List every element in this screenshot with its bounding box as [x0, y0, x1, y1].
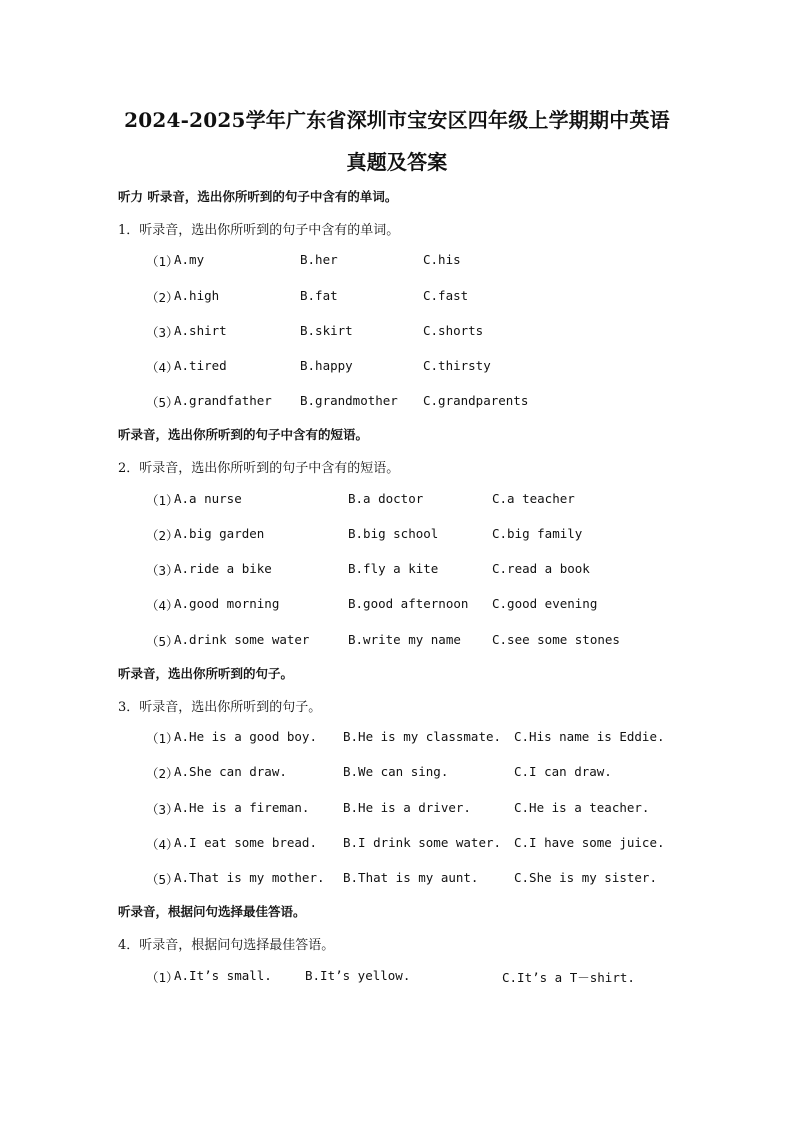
option-b: B.big school [348, 526, 439, 541]
question-2-item-5 [146, 632, 766, 652]
option-a: A.tired [174, 358, 227, 373]
question-2-item-2 [146, 526, 766, 546]
question-2: 2．听录音，选出你所听到的句子中含有的短语。 [118, 461, 400, 476]
option-a: A.my [174, 252, 205, 267]
option-b: B.I drink some water. [343, 835, 502, 850]
item-number: （2） [146, 528, 179, 543]
option-b: B.write my name [348, 632, 461, 647]
option-c: C.fast [423, 288, 469, 303]
section-3-heading: 听录音，选出你所听到的句子。 [118, 666, 294, 681]
option-a: A.I eat some bread. [174, 835, 317, 850]
item-number: （5） [146, 872, 179, 887]
option-c: C.good evening [492, 596, 598, 611]
option-a: A.a nurse [174, 491, 242, 506]
option-a: A.big garden [174, 526, 265, 541]
question-3-item-3 [146, 800, 766, 820]
question-1-item-2 [146, 288, 766, 308]
option-b: B.grandmother [300, 393, 398, 408]
option-a: A.good morning [174, 596, 280, 611]
option-c: C.grandparents [423, 393, 529, 408]
option-c: C.I can draw. [514, 764, 612, 779]
option-c: C.I have some juice. [514, 835, 665, 850]
question-1-item-4 [146, 358, 766, 378]
option-c: C.She is my sister. [514, 870, 657, 885]
option-a: A.high [174, 288, 220, 303]
option-b: B.her [300, 252, 338, 267]
option-b: B.He is my classmate. [343, 729, 502, 744]
option-a: A.That is my mother. [174, 870, 325, 885]
option-c: C.shorts [423, 323, 484, 338]
option-b: B.It’s yellow. [305, 968, 411, 983]
question-1-item-1 [146, 252, 766, 272]
option-a: A.grandfather [174, 393, 272, 408]
item-number: （3） [146, 563, 179, 578]
document-title-line1: 2024-2025学年广东省深圳市宝安区四年级上学期期中英语 [124, 108, 670, 132]
section-2-heading: 听录音，选出你所听到的句子中含有的短语。 [118, 427, 369, 442]
option-a: A.ride a bike [174, 561, 272, 576]
item-number: （5） [146, 634, 179, 649]
item-number: （5） [146, 395, 179, 410]
option-a: A.He is a fireman. [174, 800, 310, 815]
option-c: C.He is a teacher. [514, 800, 650, 815]
question-3-item-5 [146, 870, 766, 890]
item-number: （2） [146, 766, 179, 781]
question-2-item-1 [146, 491, 766, 511]
option-c: C.His name is Eddie. [514, 729, 665, 744]
option-b: B.fat [300, 288, 338, 303]
section-4-heading: 听录音，根据问句选择最佳答语。 [118, 904, 306, 919]
option-a: A.He is a good boy. [174, 729, 317, 744]
item-number: （1） [146, 970, 179, 985]
question-3-item-2 [146, 764, 766, 784]
option-c: C.see some stones [492, 632, 620, 647]
question-3-item-1 [146, 729, 766, 749]
item-number: （4） [146, 360, 179, 375]
option-b: B.happy [300, 358, 353, 373]
question-1-item-5 [146, 393, 766, 413]
option-c: C.thirsty [423, 358, 491, 373]
item-number: （1） [146, 254, 179, 269]
item-number: （1） [146, 731, 179, 746]
question-2-item-4 [146, 596, 766, 616]
option-c: C.a teacher [492, 491, 575, 506]
option-b: B.We can sing. [343, 764, 449, 779]
item-number: （1） [146, 493, 179, 508]
option-c: C.read a book [492, 561, 590, 576]
option-c: C.It’s a T－shirt. [502, 970, 635, 985]
question-1-item-3 [146, 323, 766, 343]
option-b: B.skirt [300, 323, 353, 338]
section-1-heading: 听力 听录音，选出你所听到的句子中含有的单词。 [118, 189, 398, 204]
option-a: A.drink some water [174, 632, 310, 647]
question-2-item-3 [146, 561, 766, 581]
option-a: A.It’s small. [174, 968, 272, 983]
option-a: A.shirt [174, 323, 227, 338]
question-4-item-1 [146, 968, 766, 988]
question-4: 4．听录音，根据问句选择最佳答语。 [118, 938, 335, 953]
question-3: 3．听录音，选出你所听到的句子。 [118, 700, 322, 715]
item-number: （2） [146, 290, 179, 305]
option-c: C.big family [492, 526, 583, 541]
document-title-line2: 真题及答案 [346, 150, 448, 174]
question-1: 1．听录音，选出你所听到的句子中含有的单词。 [118, 223, 400, 238]
option-b: B.good afternoon [348, 596, 469, 611]
option-c: C.his [423, 252, 461, 267]
option-b: B.That is my aunt. [343, 870, 479, 885]
item-number: （3） [146, 802, 179, 817]
item-number: （3） [146, 325, 179, 340]
option-b: B.a doctor [348, 491, 424, 506]
option-b: B.fly a kite [348, 561, 439, 576]
item-number: （4） [146, 598, 179, 613]
option-b: B.He is a driver. [343, 800, 471, 815]
item-number: （4） [146, 837, 179, 852]
option-a: A.She can draw. [174, 764, 287, 779]
question-3-item-4 [146, 835, 766, 855]
